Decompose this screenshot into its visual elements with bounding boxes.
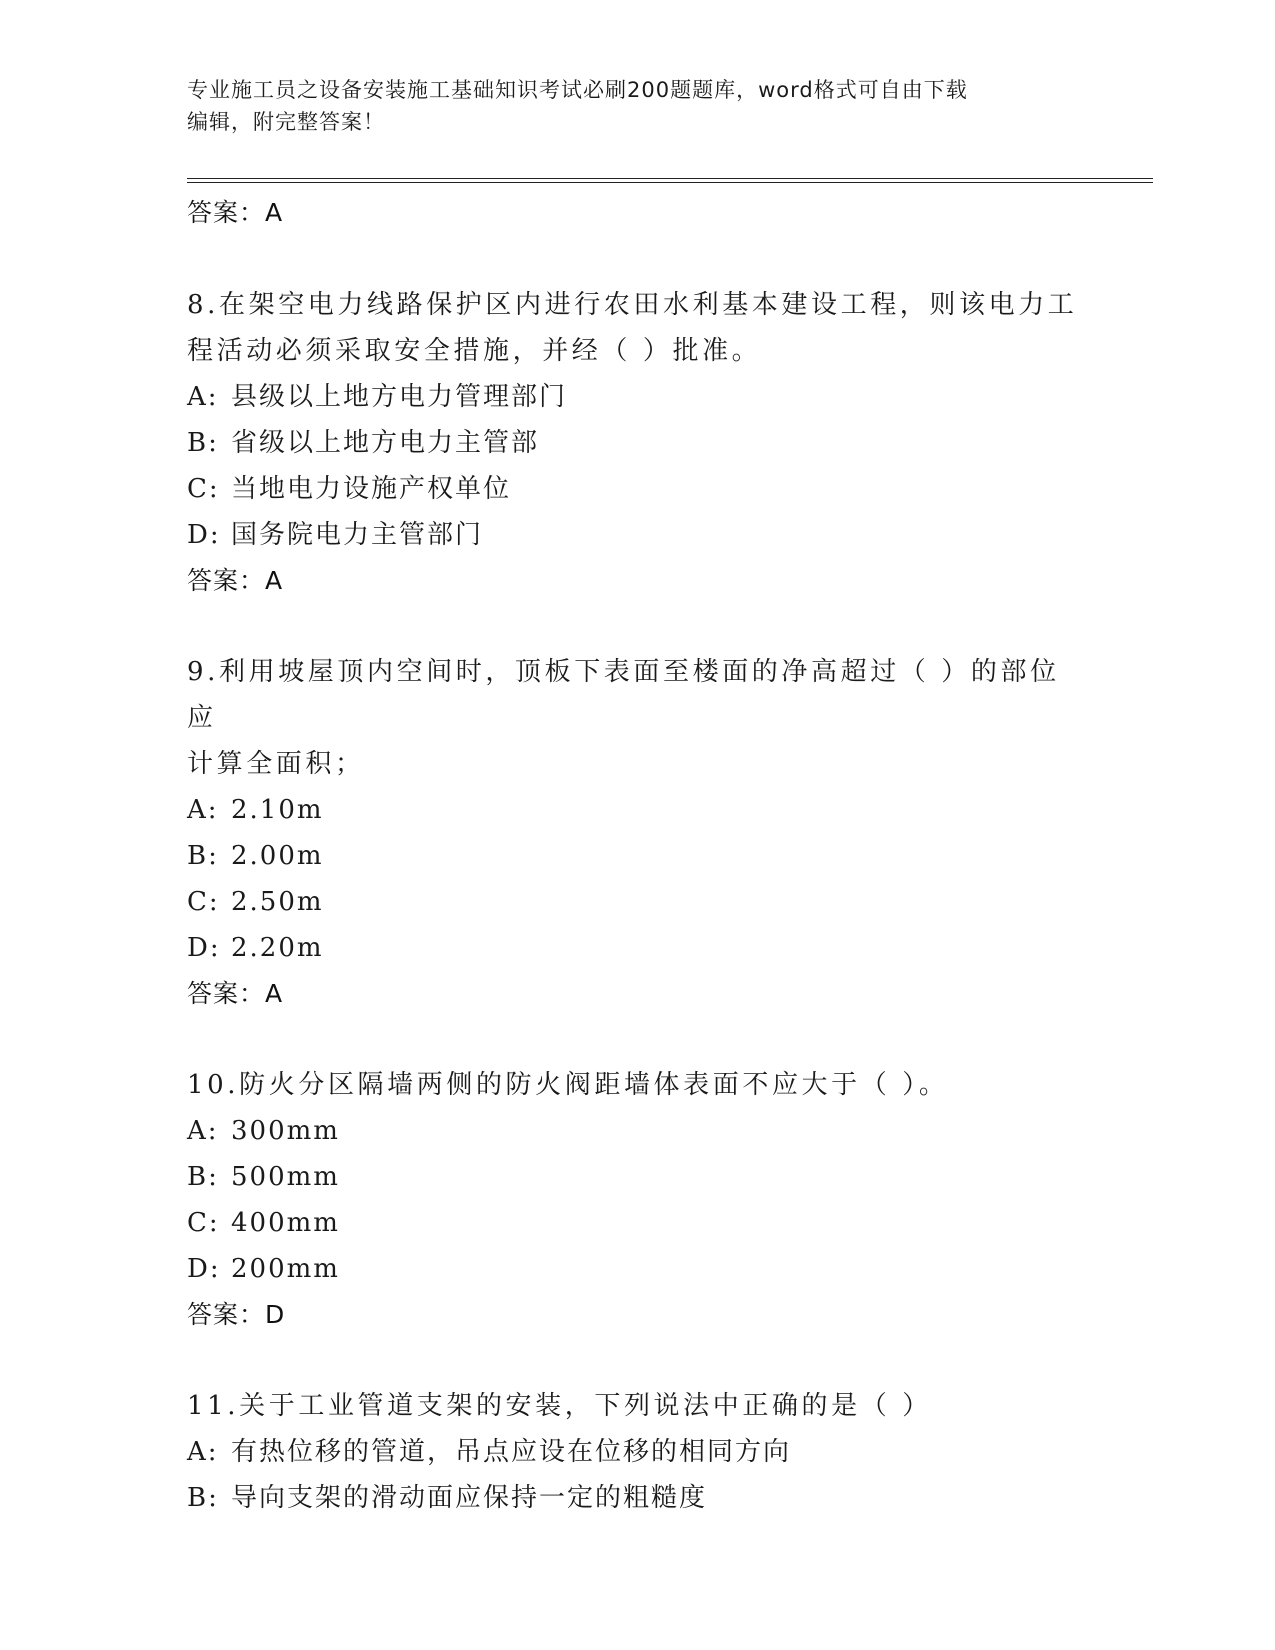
answer-line: 答案：A [187,566,284,595]
option-key: A: [187,1116,219,1146]
option-text: 当地电力设施产权单位 [231,474,512,504]
option-text: 200mm [231,1254,340,1284]
header-divider-top [187,178,1153,179]
option-key: B: [187,428,219,458]
option-b [187,420,1087,466]
option-c [187,879,1087,925]
option-a [187,1429,1087,1475]
question-stem-line: 10.防火分区隔墙两侧的防火阀距墙体表面不应大于（ ）。 [187,1070,949,1100]
option-text: 有热位移的管道，吊点应设在位移的相同方向 [231,1437,792,1467]
option-text: 县级以上地方电力管理部门 [231,382,568,412]
option-b [187,1475,1087,1521]
option-key: A: [187,795,219,825]
answer-line: 答案：A [187,979,284,1008]
option-b [187,833,1087,879]
option-key: B: [187,1162,219,1192]
question-10 [187,1062,1087,1338]
option-key: C: [187,887,220,917]
option-text: 国务院电力主管部门 [231,520,484,550]
option-d [187,925,1087,971]
option-text: 省级以上地方电力主管部 [231,428,540,458]
question-9 [187,649,1087,1017]
option-key: C: [187,1208,220,1238]
option-text: 导向支架的滑动面应保持一定的粗糙度 [231,1483,708,1513]
option-d [187,1246,1087,1292]
option-key: D: [187,933,221,963]
option-key: B: [187,841,219,871]
option-text: 2.10m [231,795,324,825]
option-text: 400mm [231,1208,340,1238]
option-c [187,466,1087,512]
option-a [187,1108,1087,1154]
document-header [187,74,1067,138]
option-key: A: [187,1437,219,1467]
option-key: C: [187,474,220,504]
question-stem-line: 9.利用坡屋顶内空间时，顶板下表面至楼面的净高超过（ ）的部位应 [187,657,1060,733]
option-text: 2.00m [231,841,324,871]
option-text: 2.50m [231,887,324,917]
option-text: 300mm [231,1116,340,1146]
option-b [187,1154,1087,1200]
option-d [187,512,1087,558]
option-a [187,787,1087,833]
option-key: A: [187,382,219,412]
option-c [187,1200,1087,1246]
option-text: 2.20m [231,933,324,963]
option-text: 500mm [231,1162,340,1192]
option-key: B: [187,1483,219,1513]
option-a [187,374,1087,420]
option-key: D: [187,520,221,550]
answer-line: 答案：A [187,198,284,227]
header-divider-bottom [187,182,1153,183]
answer-line: 答案：D [187,1300,286,1329]
question-11 [187,1383,1087,1521]
question-stem-line: 程活动必须采取安全措施，并经（ ）批准。 [187,336,762,366]
header-line-2: 编辑，附完整答案！ [187,110,385,134]
question-list [187,190,1087,1521]
question-8 [187,282,1087,604]
question-stem-line: 计算全面积； [187,749,365,779]
question-stem-line: 8.在架空电力线路保护区内进行农田水利基本建设工程，则该电力工 [187,290,1078,320]
option-key: D: [187,1254,221,1284]
header-line-1: 专业施工员之设备安装施工基础知识考试必刷200题题库，word格式可自由下载 [187,78,968,102]
question-stem-line: 11.关于工业管道支架的安装，下列说法中正确的是（ ） [187,1391,932,1421]
